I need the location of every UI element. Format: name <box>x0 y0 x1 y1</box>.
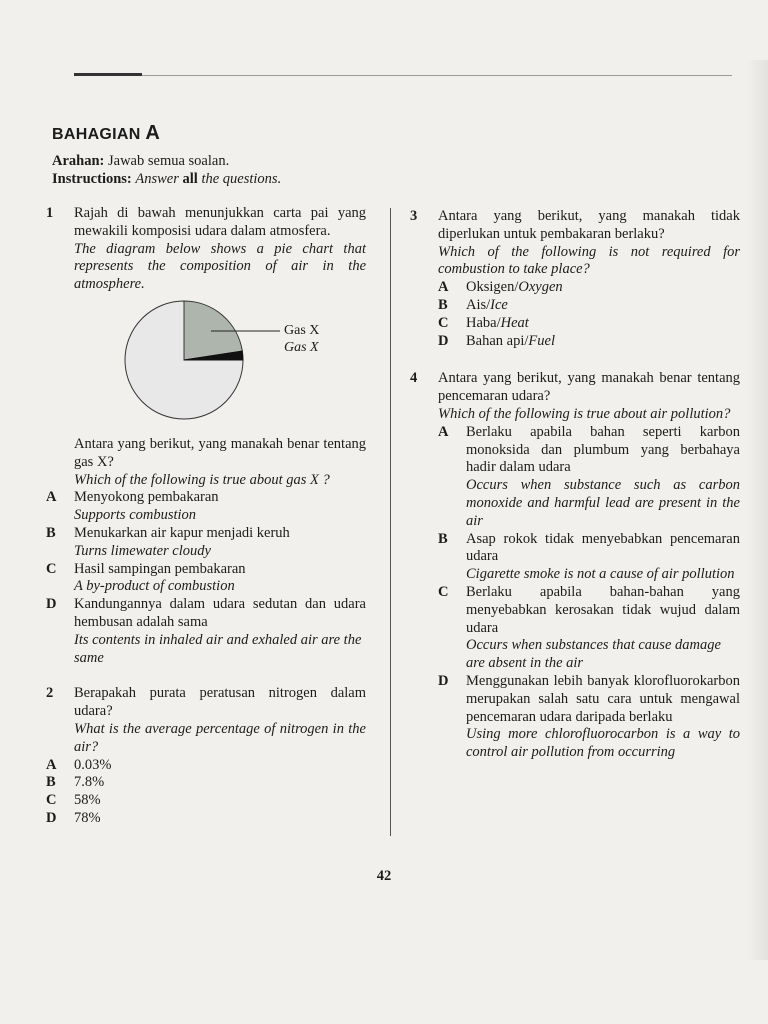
option-malay: Bahan api/ <box>466 332 529 349</box>
q2-option-a[interactable] <box>46 757 366 775</box>
option-english: Ice <box>490 296 508 313</box>
q2-option-b[interactable] <box>46 774 366 792</box>
option-letter: B <box>46 524 56 541</box>
section-title <box>52 122 160 145</box>
option-text: 7.8% <box>74 774 105 791</box>
option-malay: Berlaku apabila bahan-bahan yang menyebabkan kerosakan tidak wujud dalam udara <box>466 583 740 636</box>
option-letter: B <box>438 530 448 547</box>
option-letter: B <box>46 774 56 791</box>
option-letter: A <box>438 279 449 296</box>
option-letter: D <box>438 672 449 689</box>
q3-option-c[interactable] <box>438 315 740 333</box>
question-1-english: The diagram below shows a pie chart that represents the composition of air in the atmosphere. <box>74 240 366 293</box>
page-number: 42 <box>376 868 392 884</box>
q3-option-a[interactable] <box>438 279 740 297</box>
instructions-english-post: the questions. <box>201 171 282 187</box>
option-english: Turns limewater cloudy <box>74 542 211 559</box>
question-4 <box>410 370 740 762</box>
section-title-letter: A <box>145 122 161 144</box>
option-text: 58% <box>74 792 101 809</box>
question-3-english: Which of the following is not required for combustion to take place? <box>438 243 740 278</box>
option-letter: D <box>46 809 57 826</box>
option-english: Heat <box>500 314 529 331</box>
option-text: 78% <box>74 809 101 826</box>
option-english: Fuel <box>528 332 555 349</box>
question-3-number: 3 <box>410 208 418 224</box>
q3-option-d[interactable] <box>438 333 740 351</box>
question-4-english: Which of the following is true about air pollution? <box>438 405 731 422</box>
question-4-malay: Antara yang berikut, yang manakah benar tentang pencemaran udara? <box>438 370 740 405</box>
q3-option-b[interactable] <box>438 297 740 315</box>
q2-option-c[interactable] <box>46 792 366 810</box>
option-english: Supports combustion <box>74 507 197 524</box>
question-2-options <box>46 757 366 828</box>
pie-chart-svg <box>74 298 394 430</box>
option-english: Occurs when substance such as carbon monoxide and harmful lead are present in the air <box>466 477 740 529</box>
right-column <box>410 208 740 762</box>
option-english: Occurs when substances that cause damage are absent in the air <box>466 637 721 672</box>
q2-option-d[interactable] <box>46 810 366 828</box>
question-2-malay: Berapakah purata peratusan nitrogen dalam udara? <box>74 685 366 720</box>
option-malay: Oksigen/ <box>466 279 519 296</box>
option-malay: Menyokong pembakaran <box>74 489 219 506</box>
question-1-stem-english: Which of the following is true about gas X ? <box>74 471 330 488</box>
question-4-number: 4 <box>410 370 418 387</box>
option-malay: Kandungannya dalam udara sedutan dan udara hembusan adalah sama <box>74 596 366 630</box>
q4-option-d[interactable] <box>438 673 740 762</box>
question-2-number: 2 <box>46 685 54 702</box>
option-malay: Hasil sampingan pembakaran <box>74 560 246 577</box>
section-title-prefix: BAHAGIAN <box>52 126 141 143</box>
header-rule <box>142 75 732 76</box>
option-letter: C <box>46 560 57 577</box>
option-malay: Asap rokok tidak menyebabkan pencemaran udara <box>466 530 740 565</box>
question-1-malay: Rajah di bawah menunjukkan carta pai yang mewakili komposisi udara dalam atmosfera. <box>74 205 366 239</box>
question-3 <box>410 208 740 350</box>
option-letter: C <box>46 792 57 809</box>
option-english: Oxygen <box>518 279 563 296</box>
option-english: A by-product of combustion <box>74 578 235 595</box>
q1-option-d[interactable] <box>46 596 366 667</box>
question-2-english: What is the average percentage of nitrogen in the air? <box>74 720 366 755</box>
instructions-english-bold: all <box>182 171 198 187</box>
page-shadow <box>746 60 768 960</box>
option-letter: C <box>438 583 449 600</box>
option-letter: B <box>438 296 448 313</box>
q4-option-b[interactable] <box>438 531 740 584</box>
left-column <box>46 205 366 828</box>
header-rule-thick <box>74 73 142 76</box>
instructions-malay-label: Arahan: <box>52 153 105 169</box>
option-letter: D <box>46 596 57 613</box>
question-3-malay: Antara yang berikut, yang manakah tidak diperlukan untuk pembakaran berlaku? <box>438 208 740 242</box>
gas-x-label-english: Gas X <box>284 339 319 355</box>
q4-option-c[interactable] <box>438 584 740 673</box>
instructions-english-pre: Answer <box>135 171 179 187</box>
instructions-english-label: Instructions: <box>52 171 132 187</box>
option-malay: Menukarkan air kapur menjadi keruh <box>74 524 290 541</box>
question-1-number: 1 <box>46 205 54 221</box>
question-2 <box>46 685 366 756</box>
option-malay: Berlaku apabila bahan seperti karbon monoksida dan plumbum yang berbahaya hadir dalam udara <box>466 423 740 476</box>
option-letter: A <box>46 489 57 506</box>
option-malay: Menggunakan lebih banyak klorofluorokarbon merupakan salah satu cara untuk mengawal pencemaran udara daripada berlaku <box>466 672 740 725</box>
pie-chart <box>74 298 366 430</box>
instructions-english <box>52 171 281 188</box>
option-letter: D <box>438 332 449 349</box>
q1-option-b[interactable] <box>46 525 366 561</box>
q4-option-a[interactable] <box>438 424 740 531</box>
option-english: Using more chlorofluorocarbon is a way to control air pollution from occurring <box>466 726 740 761</box>
q1-option-a[interactable] <box>46 489 366 525</box>
option-letter: C <box>438 314 449 331</box>
option-letter: A <box>46 756 57 773</box>
option-text: 0.03% <box>74 756 112 773</box>
option-letter: A <box>438 423 449 440</box>
question-1-stem-malay: Antara yang berikut, yang manakah benar tentang gas X? <box>74 435 366 470</box>
gas-x-label-malay: Gas X <box>284 322 320 338</box>
instructions-malay <box>52 153 229 170</box>
question-1-options <box>46 489 366 667</box>
option-english: Its contents in inhaled air and exhaled air are the same <box>74 631 362 666</box>
q1-option-c[interactable] <box>46 561 366 597</box>
option-english: Cigarette smoke is not a cause of air pollution <box>466 566 735 583</box>
option-malay: Haba/ <box>466 314 501 331</box>
option-malay: Ais/ <box>466 296 491 313</box>
instructions-malay-text: Jawab semua soalan. <box>108 153 230 169</box>
question-1 <box>46 205 366 489</box>
